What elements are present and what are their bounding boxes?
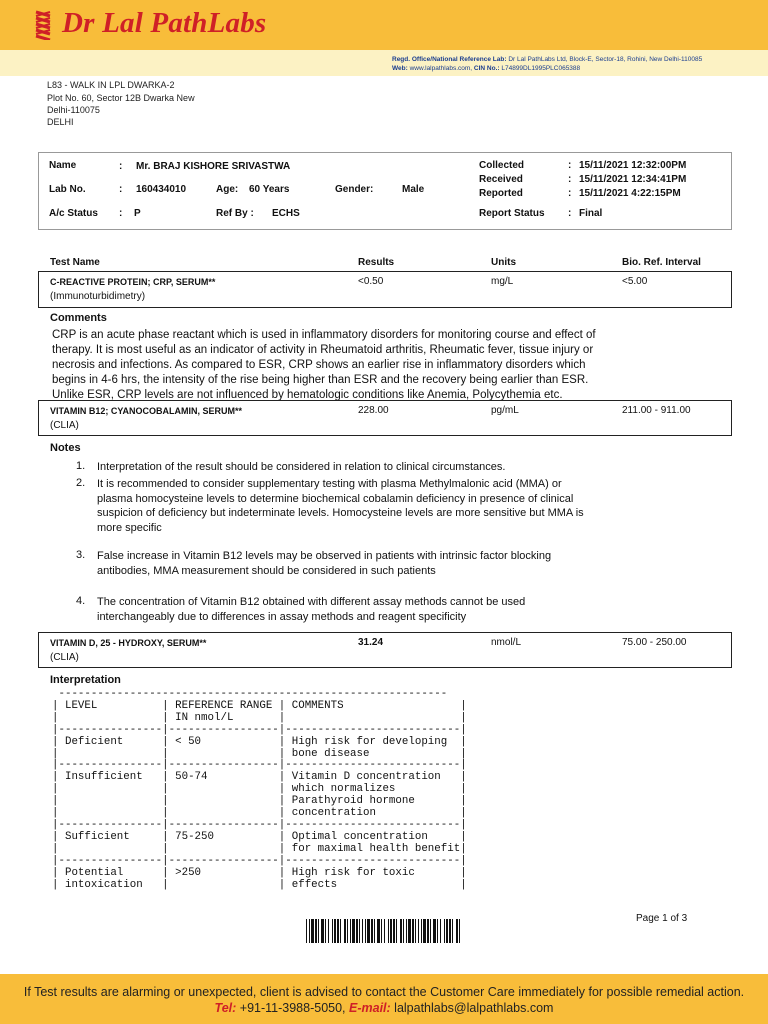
test-ref: <5.00 (622, 276, 648, 287)
notes-title: Notes (50, 442, 81, 454)
lab-no-label: Lab No. (49, 184, 86, 195)
test-method: (Immunoturbidimetry) (50, 291, 146, 302)
note-item: Interpretation of the result should be considered in relation to clinical circumstances. (97, 461, 506, 473)
patient-name: Mr. BRAJ KISHORE SRIVASTWA (136, 161, 291, 172)
ac-status-colon: : (119, 208, 123, 219)
note-item: It is recommended to consider supplementary testing with plasma Methylmalonic acid (MMA) or plasma homocysteine levels to determine biochemical cobalamin deficiency in presence of clinical suspicion of deficiency but indeterminate levels. Homocysteine levels are more sensitive but MMA is more specific (97, 478, 584, 534)
tel-label: Tel: (214, 1001, 237, 1015)
test-result: 31.24 (358, 637, 384, 648)
test-unit: mg/L (491, 276, 514, 287)
dna-logo-icon (34, 10, 52, 40)
email-label: E-mail: (349, 1001, 391, 1015)
test-name: VITAMIN B12; CYANOCOBALAMIN, SERUM** (50, 406, 243, 416)
test-name: VITAMIN D, 25 - HYDROXY, SERUM** (50, 638, 207, 648)
lab-address-line-2: Plot No. 60, Sector 12B Dwarka New (47, 93, 195, 103)
received-value: 15/11/2021 12:34:41PM (579, 174, 687, 185)
note-number: 3. (76, 549, 86, 561)
lab-no-value: 160434010 (136, 184, 187, 195)
report-status-value: Final (579, 208, 603, 219)
lab-no-colon: : (119, 184, 123, 195)
received-colon: : (568, 174, 572, 185)
test-method: (CLIA) (50, 652, 79, 663)
ref-by-label: Ref By : (216, 208, 254, 219)
report-status-colon: : (568, 208, 572, 219)
test-unit: pg/mL (491, 405, 519, 416)
comments-text: CRP is an acute phase reactant which is used in inflammatory disorders for monitoring course and effect of therapy. It is most useful as an indicator of activity in Rheumatoid arthritis, Rheumatic fever, tissue injury or necrosis and infections. As compared to ESR, CRP shows an earlier rise in inflammatory disorders which begins in 4-6 hrs, the intensity of the rise being higher than ESR and the recovery being earlier than ESR. Unlike ESR, CRP levels are not influenced by hematologic conditions like Anemia, Polycythemia etc. (52, 329, 596, 401)
age-label: Age: (216, 184, 239, 195)
note-item: The concentration of Vitamin B12 obtained with different assay methods cannot be used interchangeably due to differences in assay methods and reagent specificity (97, 596, 526, 623)
footer-advice: If Test results are alarming or unexpected, client is advised to contact the Customer Care immediately for possible remedial action. (23, 985, 745, 999)
age-value: 60 Years (249, 184, 290, 195)
col-ref-interval: Bio. Ref. Interval (622, 257, 701, 268)
note-item: False increase in Vitamin B12 levels may be observed in patients with intrinsic factor blocking antibodies, MMA measurement should be considered in such patients (97, 550, 552, 577)
lab-address-line-1: L83 - WALK IN LPL DWARKA-2 (47, 80, 175, 90)
test-name: C-REACTIVE PROTEIN; CRP, SERUM** (50, 277, 216, 287)
comments-title: Comments (50, 312, 107, 324)
collected-colon: : (568, 160, 572, 171)
interpretation-title: Interpretation (50, 674, 121, 686)
ref-by-value: ECHS (272, 208, 300, 219)
name-label: Name (49, 160, 77, 171)
reported-value: 15/11/2021 4:22:15PM (579, 188, 681, 199)
note-number: 2. (76, 477, 86, 489)
test-ref: 75.00 - 250.00 (622, 637, 687, 648)
regd-office-line: Regd. Office/National Reference Lab: Dr Lal PathLabs Ltd, Block-E, Sector-18, Rohini, New Delhi-110085 (392, 56, 703, 63)
col-results: Results (358, 257, 395, 268)
note-number: 4. (76, 595, 86, 607)
name-colon: : (119, 161, 123, 172)
ac-status-label: A/c Status (49, 208, 98, 219)
collected-label: Collected (479, 160, 525, 171)
regd-band (0, 50, 768, 76)
footer-contact (0, 1001, 768, 1015)
email-value: lalpathlabs@lalpathlabs.com (390, 1001, 554, 1015)
header-band (0, 0, 768, 50)
gender-label: Gender: (335, 184, 374, 195)
lab-address-line-3: Delhi-110075 (47, 105, 100, 115)
page-number: Page 1 of 3 (636, 913, 688, 924)
collected-value: 15/11/2021 12:32:00PM (579, 160, 687, 171)
web-cin-line: Web: www.lalpathlabs.com, CIN No.: L74899DL1995PLC065388 (392, 65, 581, 72)
col-test-name: Test Name (50, 257, 100, 268)
test-method: (CLIA) (50, 420, 79, 431)
test-result: <0.50 (358, 276, 384, 287)
received-label: Received (479, 174, 523, 185)
test-ref: 211.00 - 911.00 (622, 405, 691, 416)
barcode-icon (306, 919, 462, 943)
brand-logo: Dr Lal PathLabs (62, 7, 267, 39)
test-result: 228.00 (358, 405, 389, 416)
report-status-label: Report Status (479, 208, 545, 219)
test-unit: nmol/L (491, 637, 522, 648)
tel-value: +91-11-3988-5050, (236, 1001, 349, 1015)
lab-address-line-4: DELHI (47, 117, 74, 127)
ac-status-value: P (134, 208, 141, 219)
note-number: 1. (76, 460, 86, 472)
vitamin-d-interpretation-table: ------------------------------------------------------------ | LEVEL | REFERENCE RANGE | COMMENTS | | | IN nmol/L | | |----------------|-----------------|---------------------------| | Deficient | < 50 | High risk for developing | | | | bone disease | |----------------|-----------------|---------------------------| | Insufficient | 50-74 | Vitamin D concentration | | | | which normalizes | | | | Parathyroid hormone | | | | concentration | |----------------|-----------------|---------------------------| | Sufficient | 75-250 | Optimal concentration | | | | for maximal health benefit| |----------------|-----------------|---------------------------| | Potential | >250 | High risk for toxic | | intoxication | | effects | (52, 688, 467, 891)
reported-colon: : (568, 188, 572, 199)
col-units: Units (491, 257, 516, 268)
gender-value: Male (402, 184, 425, 195)
reported-label: Reported (479, 188, 523, 199)
footer-band (0, 974, 768, 1024)
